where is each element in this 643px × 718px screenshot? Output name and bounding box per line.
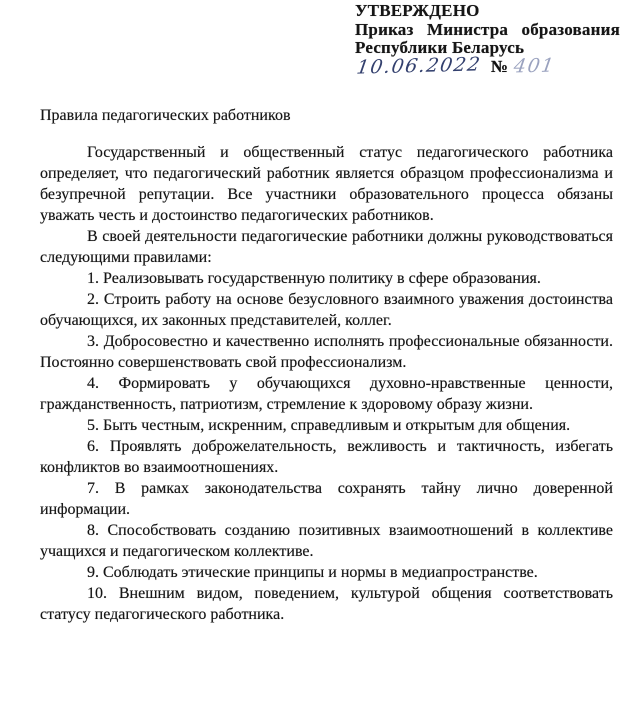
rule-item-8: 8. Способствовать созданию позитивных взаимоотношений в коллективе учащихся и педагогическом коллективе. [40,522,613,560]
document-body [40,105,613,625]
approval-line-country: Республики Беларусь [355,38,525,57]
rule-item-6: 6. Проявлять доброжелательность, вежливость и тактичность, избегать конфликтов во взаимоотношениях. [40,438,613,476]
rule-item-10: 10. Внешним видом, поведением, культурой общения соответствовать статусу педагогического работника. [40,585,613,623]
rule-item-7: 7. В рамках законодательства сохранять тайну лично доверенной информации. [40,480,613,518]
approval-line-approved: УТВЕРЖДЕНО [355,1,480,20]
rule-item-4: 4. Формировать у обучающихся духовно-нравственные ценности, гражданственность, патриотизм, стремление к здоровому образу жизни. [40,375,613,413]
rule-item-2: 2. Строить работу на основе безусловного взаимного уважения достоинства обучающихся, их законных представителей, коллег. [40,291,613,329]
rule-item-9: 9. Соблюдать этические принципы и нормы в медиапространстве. [87,564,538,581]
rule-item-5: 5. Быть честным, искренним, справедливым и открытым для общения. [87,417,571,434]
rule-item-3: 3. Добросовестно и качественно исполнять профессиональные обязанности. Постоянно совершенствовать свой профессионализм. [40,333,613,371]
approval-line-order: Приказ Министра образования [355,19,620,39]
handwritten-number: 401 [512,54,557,78]
rule-item-1: 1. Реализовывать государственную политику в сфере образования. [87,270,541,287]
approval-block [355,1,631,79]
paragraph-lead-in: В своей деятельности педагогические работники должны руководствоваться следующими правилами: [40,228,613,266]
approval-date-row [355,53,557,79]
number-sign: № [490,57,509,76]
document-title: Правила педагогических работников [40,107,291,124]
handwritten-date: 10.06.2022 [355,53,483,79]
paragraph-intro: Государственный и общественный статус педагогического работника определяет, что педагогический работник является образцом профессионализма и безупречной репутации. Все участники образовательного процесса обязаны уважать честь и достоинство педагогических работников. [40,144,613,224]
